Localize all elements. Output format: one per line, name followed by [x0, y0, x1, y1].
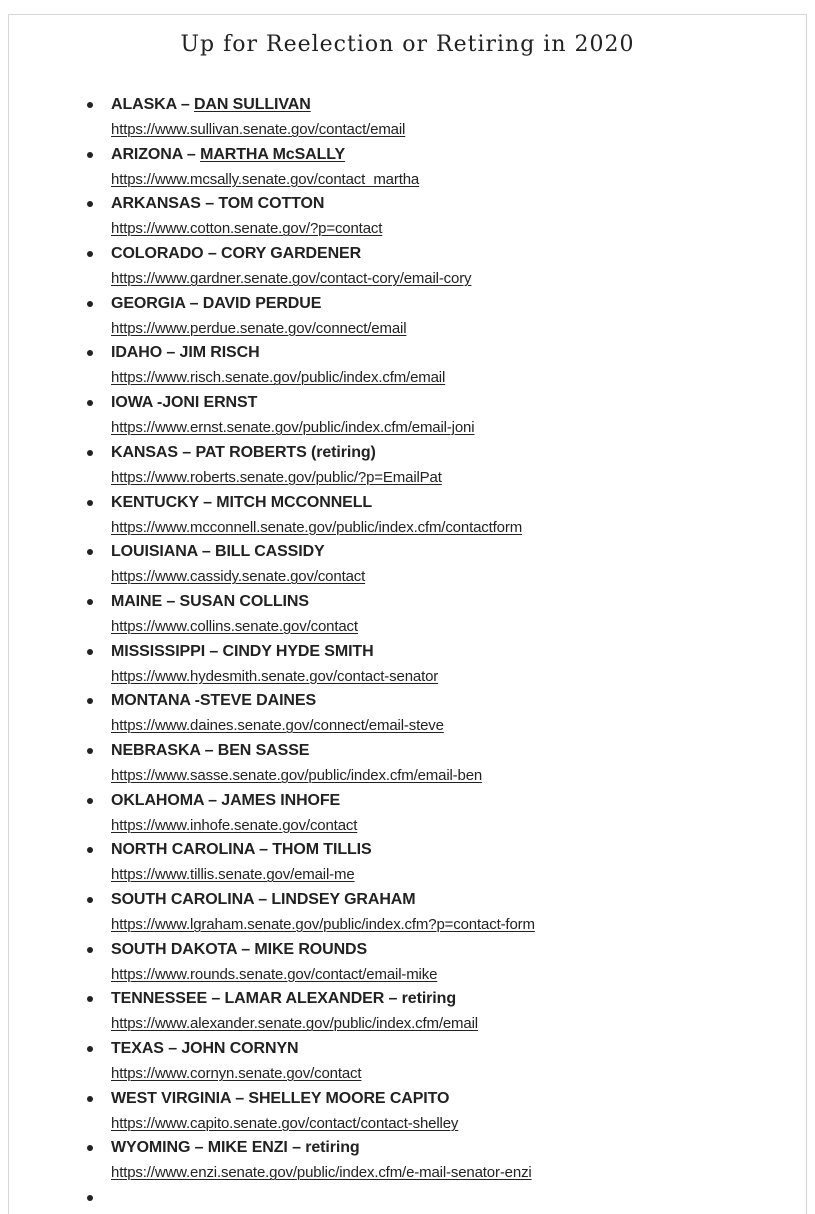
senator-heading [111, 590, 815, 615]
contact-url-link[interactable]: https://www.cotton.senate.gov/?p=contact [111, 220, 383, 238]
list-item [0, 689, 815, 739]
senator-name-link[interactable]: DAN SULLIVAN [193, 96, 311, 113]
bullet-icon [87, 549, 93, 555]
list-item [0, 242, 815, 292]
bullet-icon [87, 897, 93, 903]
senator-heading [111, 540, 815, 565]
list-item [0, 93, 815, 143]
list-item [0, 739, 815, 789]
contact-url-link[interactable]: https://www.perdue.senate.gov/connect/email [111, 319, 407, 337]
contact-url-link[interactable]: https://www.cassidy.senate.gov/contact [111, 568, 366, 586]
state-label: LOUISIANA – BILL CASSIDY [111, 543, 325, 561]
state-label: WYOMING – MIKE ENZI – retiring [111, 1139, 360, 1157]
page-title: Up for Reelection or Retiring in 2020 [180, 32, 635, 57]
list-item [0, 590, 815, 640]
contact-url-link[interactable]: https://www.roberts.senate.gov/public/?p=EmailPat [111, 468, 442, 486]
contact-url-link[interactable]: https://www.mcsally.senate.gov/contact_martha [111, 170, 420, 188]
contact-url-link[interactable]: https://www.capito.senate.gov/contact/contact-shelley [111, 1114, 459, 1132]
contact-url-link[interactable]: https://www.ernst.senate.gov/public/index.cfm/email-joni [111, 419, 475, 437]
senator-heading [111, 391, 815, 416]
state-label: SOUTH CAROLINA – LINDSEY GRAHAM [111, 891, 416, 908]
state-label: KENTUCKY – MITCH MCCONNELL [111, 493, 373, 511]
contact-url-link[interactable]: https://www.cornyn.senate.gov/contact [111, 1065, 362, 1083]
bullet-icon [87, 102, 93, 108]
list-item [0, 1037, 815, 1087]
bullet-icon [87, 450, 93, 456]
bullet-icon [87, 698, 93, 704]
state-label: TEXAS – JOHN CORNYN [111, 1040, 299, 1058]
contact-url-link[interactable]: https://www.gardner.senate.gov/contact-cory/email-cory [111, 270, 472, 288]
contact-url-link[interactable]: https://www.daines.senate.gov/connect/email-steve [111, 717, 444, 735]
state-label: OKLAHOMA – JAMES INHOFE [111, 791, 341, 809]
list-item [0, 292, 815, 342]
contact-url-link[interactable]: https://www.alexander.senate.gov/public/index.cfm/email [111, 1015, 478, 1033]
list-item [0, 789, 815, 839]
state-label: SOUTH DAKOTA – MIKE ROUNDS [111, 940, 368, 958]
contact-url-link[interactable]: https://www.mcconnell.senate.gov/public/index.cfm/contactform [111, 518, 523, 536]
contact-url-link[interactable]: https://www.sullivan.senate.gov/contact/email [111, 121, 406, 138]
state-label: KANSAS – PAT ROBERTS (retiring) [111, 443, 376, 461]
list-item [0, 1087, 815, 1137]
contact-url-link[interactable]: https://www.sasse.senate.gov/public/index.cfm/email-ben [111, 766, 483, 784]
bullet-icon [87, 847, 93, 853]
list-item [0, 987, 815, 1037]
senator-heading [111, 192, 815, 217]
state-label: COLORADO – CORY GARDENER [111, 245, 362, 263]
bullet-icon [87, 649, 93, 655]
list-item-cutoff [0, 1186, 815, 1196]
senator-heading [111, 491, 815, 516]
senator-heading [111, 987, 815, 1012]
senator-heading [111, 292, 815, 317]
bullet-icon [87, 301, 93, 307]
senator-heading [111, 341, 815, 366]
senator-heading [111, 938, 815, 963]
contact-url-link[interactable]: https://www.risch.senate.gov/public/index.cfm/email [111, 369, 446, 387]
contact-url-link[interactable]: https://www.enzi.senate.gov/public/index.cfm/e-mail-senator-enzi [111, 1164, 532, 1182]
state-label: ARIZONA – [111, 145, 201, 163]
contact-url-link[interactable]: https://www.collins.senate.gov/contact [111, 617, 358, 635]
state-label: WEST VIRGINIA – SHELLEY MOORE CAPITO [111, 1089, 450, 1107]
state-label: MONTANA -STEVE DAINES [111, 692, 317, 710]
bullet-icon [87, 748, 93, 754]
contact-url-link[interactable]: https://www.inhofe.senate.gov/contact [111, 816, 358, 834]
senator-heading [111, 640, 815, 665]
contact-url-link[interactable]: https://www.tillis.senate.gov/email-me [111, 866, 355, 884]
contact-url-link[interactable]: https://www.rounds.senate.gov/contact/email-mike [111, 965, 438, 983]
senator-heading [111, 1136, 815, 1161]
bullet-icon [87, 1046, 93, 1052]
contact-url-link[interactable]: https://www.lgraham.senate.gov/public/index.cfm?p=contact-form [111, 916, 535, 933]
list-item [0, 391, 815, 441]
senator-heading [111, 789, 815, 814]
list-item [0, 143, 815, 193]
state-label: ALASKA – [111, 96, 194, 113]
state-label: IDAHO – JIM RISCH [111, 344, 260, 362]
bullet-icon [87, 1096, 93, 1102]
senator-heading [111, 689, 815, 714]
state-label: TENNESSEE – LAMAR ALEXANDER – retiring [111, 990, 456, 1008]
list-item [0, 540, 815, 590]
list-item [0, 441, 815, 491]
bullet-icon [87, 251, 93, 257]
state-label: NEBRASKA – BEN SASSE [111, 741, 310, 759]
bullet-icon [87, 947, 93, 953]
bullet-icon [87, 599, 93, 605]
list-item [0, 640, 815, 690]
senator-heading [111, 1037, 815, 1062]
list-item [0, 1136, 815, 1186]
state-label: ARKANSAS – TOM COTTON [111, 195, 325, 213]
senator-heading [111, 143, 815, 168]
senator-heading [111, 739, 815, 764]
state-label: NORTH CAROLINA – THOM TILLIS [111, 841, 372, 859]
list-item [0, 491, 815, 541]
senator-heading [111, 441, 815, 466]
state-label: IOWA -JONI ERNST [111, 394, 258, 412]
bullet-icon [87, 500, 93, 506]
senator-heading [111, 93, 815, 118]
state-label: GEORGIA – DAVID PERDUE [111, 294, 322, 312]
senator-list [0, 93, 815, 1196]
senator-name-link[interactable]: MARTHA McSALLY [200, 145, 346, 163]
senator-heading [111, 838, 815, 863]
list-item [0, 938, 815, 988]
state-label: MISSISSIPPI – CINDY HYDE SMITH [111, 642, 374, 660]
list-item [0, 838, 815, 888]
state-label: MAINE – SUSAN COLLINS [111, 592, 309, 610]
bullet-icon [87, 350, 93, 356]
senator-heading [111, 1087, 815, 1112]
list-item [0, 341, 815, 391]
bullet-icon [87, 400, 93, 406]
bullet-icon [87, 1145, 93, 1151]
list-item [0, 192, 815, 242]
bullet-icon [87, 201, 93, 207]
bullet-icon [87, 798, 93, 804]
bullet-icon [87, 152, 93, 158]
contact-url-link[interactable]: https://www.hydesmith.senate.gov/contact-senator [111, 667, 439, 685]
bullet-icon [87, 996, 93, 1002]
list-item [0, 888, 815, 938]
senator-heading [111, 888, 815, 913]
senator-heading [111, 242, 815, 267]
